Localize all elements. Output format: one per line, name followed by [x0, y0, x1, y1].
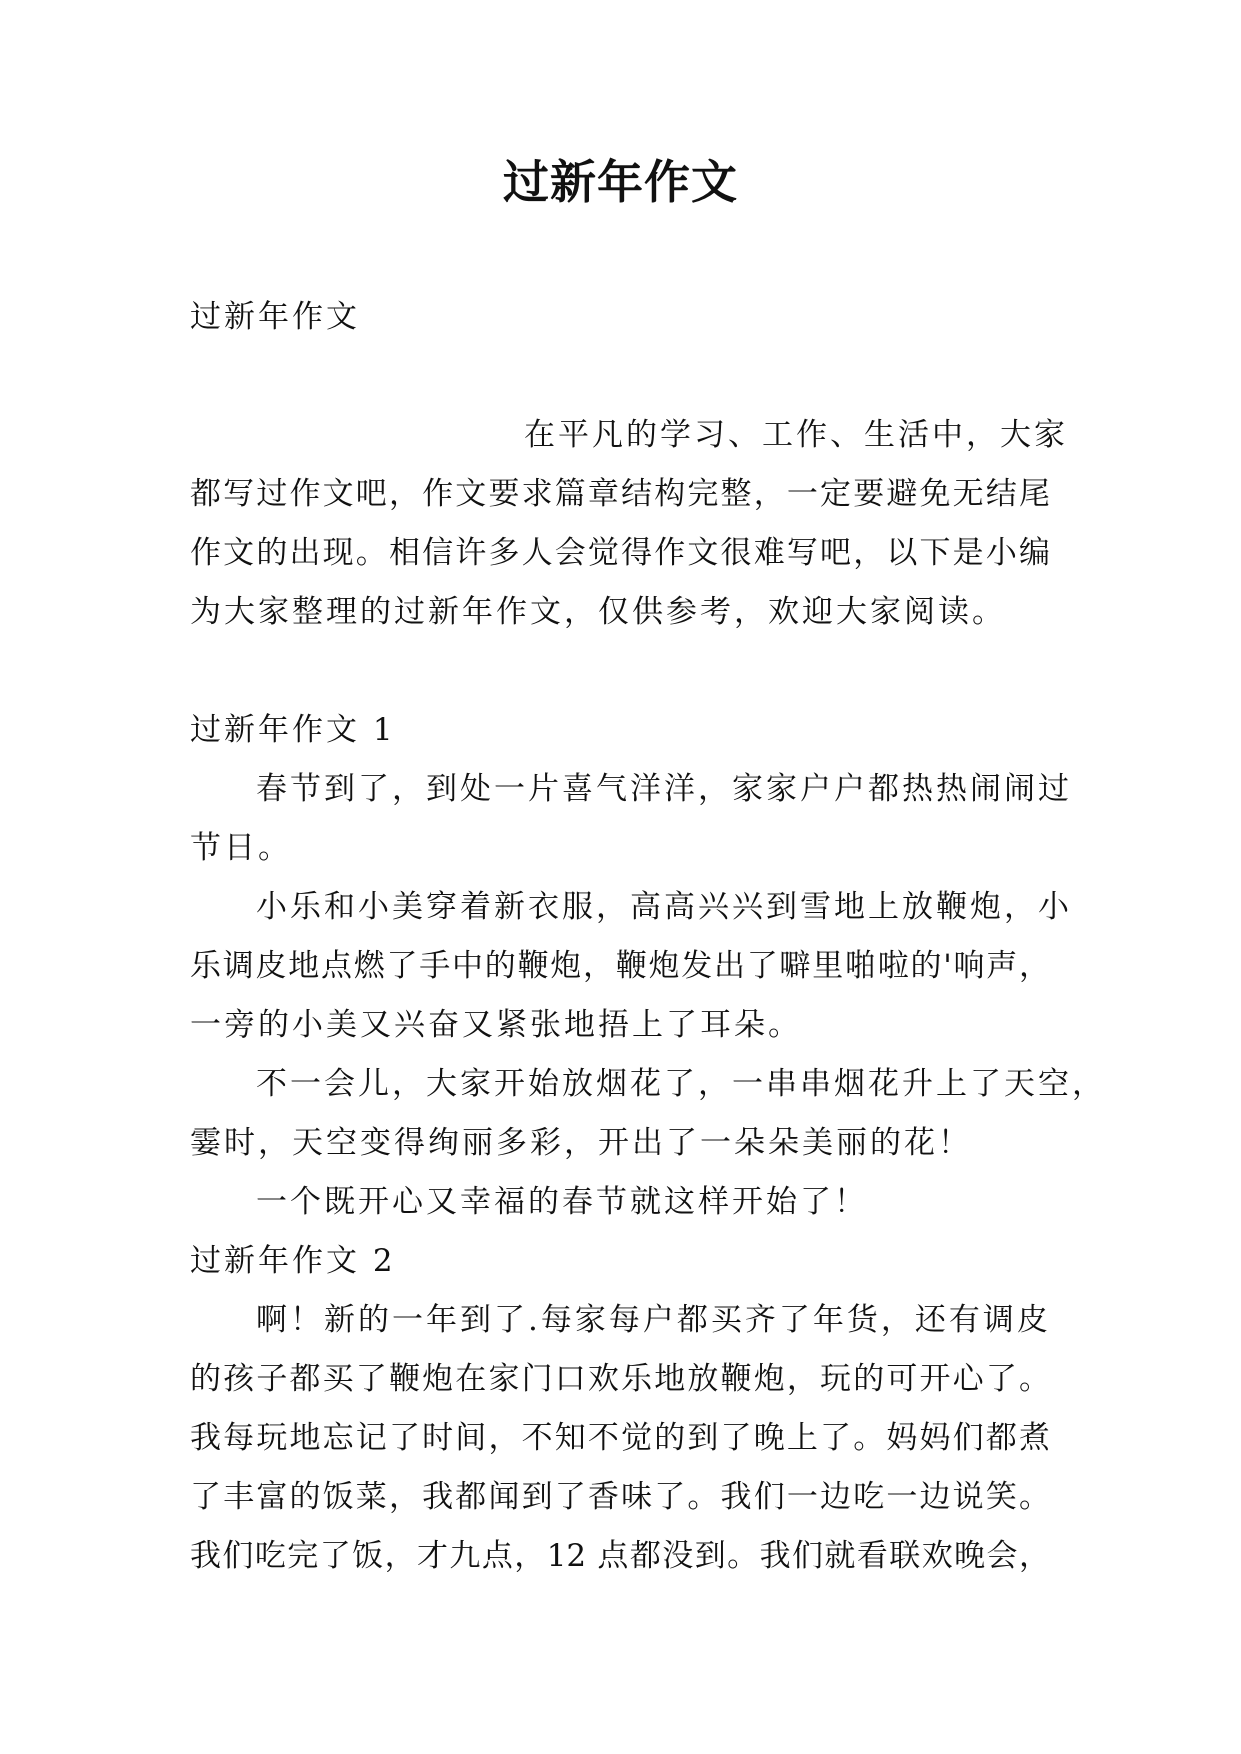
- essay-1-paragraph-1-line: 春节到了，到处一片喜气洋洋，家家户户都热热闹闹过: [256, 771, 1072, 807]
- essay-1-paragraph-1-line: 节日。: [190, 830, 292, 866]
- essay-1-paragraph-2-line: 乐调皮地点燃了手中的鞭炮，鞭炮发出了噼里啪啦的'响声，: [190, 948, 1050, 984]
- intro-line: 为大家整理的过新年作文，仅供参考，欢迎大家阅读。: [190, 594, 1006, 630]
- document-title: 过新年作文: [503, 155, 738, 209]
- document-body: [190, 288, 1106, 1586]
- essay-2-paragraph-1-line: 我们吃完了饭，才九点，12 点都没到。我们就看联欢晚会，: [190, 1538, 1050, 1574]
- essay-1-paragraph-2-line: 小乐和小美穿着新衣服，高高兴兴到雪地上放鞭炮，小: [256, 889, 1072, 925]
- blank-line: [190, 347, 1050, 406]
- essay-2-paragraph-1-line: 我每玩地忘记了时间，不知不觉的到了晚上了。妈妈们都煮: [190, 1420, 1050, 1456]
- essay-1-paragraph-2-line: 一旁的小美又兴奋又紧张地捂上了耳朵。: [190, 1007, 802, 1043]
- document-subtitle: 过新年作文: [190, 299, 360, 335]
- intro-line: 在平凡的学习、工作、生活中，大家: [524, 417, 1068, 453]
- essay-2-paragraph-1-line: 啊！新的一年到了.每家每户都买齐了年货，还有调皮: [256, 1302, 1051, 1338]
- essay-1-paragraph-3-line: 霎时，天空变得绚丽多彩，开出了一朵朵美丽的花！: [190, 1125, 972, 1161]
- intro-line: 作文的出现。相信许多人会觉得作文很难写吧，以下是小编: [190, 535, 1050, 571]
- intro-line: 都写过作文吧，作文要求篇章结构完整，一定要避免无结尾: [190, 476, 1050, 512]
- essay-2-paragraph-1-line: 的孩子都买了鞭炮在家门口欢乐地放鞭炮，玩的可开心了。: [190, 1361, 1050, 1397]
- blank-line: [190, 642, 1050, 701]
- essay-1-paragraph-4-line: 一个既开心又幸福的春节就这样开始了！: [256, 1184, 868, 1220]
- essay-1-heading: 过新年作文 1: [190, 712, 396, 748]
- essay-2-heading: 过新年作文 2: [190, 1243, 396, 1279]
- essay-2-paragraph-1-line: 了丰富的饭菜，我都闻到了香味了。我们一边吃一边说笑。: [190, 1479, 1050, 1515]
- essay-1-paragraph-3-line: 不一会儿，大家开始放烟花了，一串串烟花升上了天空，: [256, 1066, 1106, 1102]
